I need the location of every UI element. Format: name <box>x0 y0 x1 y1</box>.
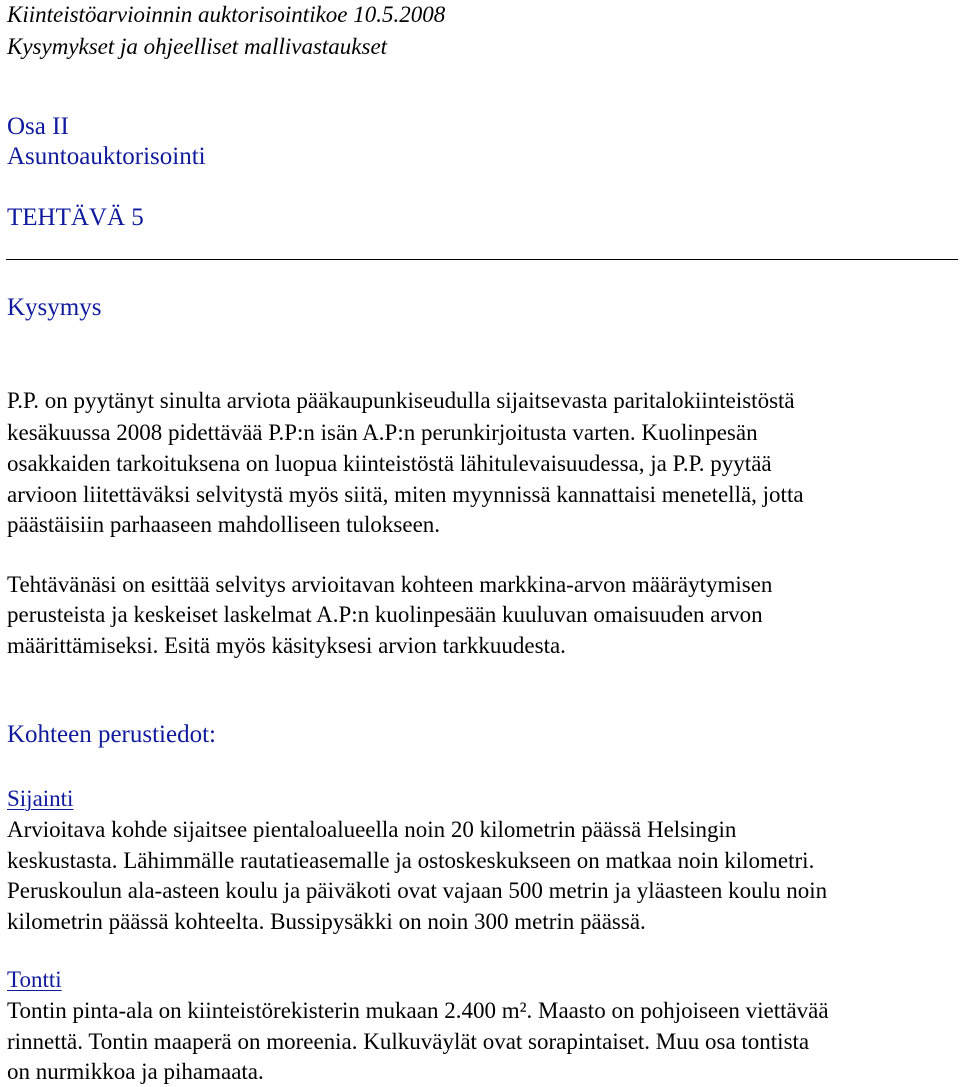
task-title: TEHTÄVÄ 5 <box>7 204 144 231</box>
plot-line: on nurmikkoa ja pihamaata. <box>7 1059 264 1084</box>
header-line-1: Kiinteistöarvioinnin auktorisointikoe 10.5.2008 <box>7 2 446 27</box>
question-para1-line: osakkaiden tarkoituksena on luopua kiinteistöstä lähitulevaisuudessa, ja P.P. pyytää <box>7 451 772 476</box>
location-line: Arvioitava kohde sijaitsee pientaloalueella noin 20 kilometrin päässä Helsingin <box>7 817 737 842</box>
plot-heading: Tontti <box>7 967 62 992</box>
question-heading: Kysymys <box>7 294 102 321</box>
header-line-2: Kysymykset ja ohjeelliset mallivastaukset <box>7 34 388 59</box>
basics-heading: Kohteen perustiedot: <box>7 721 216 748</box>
question-para1-line: kesäkuussa 2008 pidettävää P.P:n isän A.P:n perunkirjoitusta varten. Kuolinpesän <box>7 420 758 445</box>
question-para1-line: arvioon liitettäväksi selvitystä myös siitä, miten myynnissä kannattaisi menetellä, jotta <box>7 482 804 507</box>
question-para1-line: päästäisiin parhaaseen mahdolliseen tulokseen. <box>7 512 441 537</box>
question-para2-line: Tehtävänäsi on esittää selvitys arvioitavan kohteen markkina-arvon määräytymisen <box>7 572 773 597</box>
question-para1-line: P.P. on pyytänyt sinulta arviota pääkaupunkiseudulla sijaitsevasta paritalokiinteistöstä <box>7 388 795 413</box>
location-line: kilometrin päässä kohteelta. Bussipysäkki on noin 300 metrin päässä. <box>7 909 646 934</box>
horizontal-rule <box>6 259 958 260</box>
question-para2-line: määrittämiseksi. Esitä myös käsityksesi arvion tarkkuudesta. <box>7 633 566 658</box>
plot-line: rinnettä. Tontin maaperä on moreenia. Kulkuväylät ovat sorapintaiset. Muu osa tontista <box>7 1029 810 1054</box>
part-number: Osa II <box>7 113 69 140</box>
location-line: Peruskoulun ala-asteen koulu ja päiväkoti ovat vajaan 500 metrin ja yläasteen koulu noin <box>7 878 828 903</box>
question-para2-line: perusteista ja keskeiset laskelmat A.P:n kuolinpesään kuuluvan omaisuuden arvon <box>7 602 763 627</box>
part-name: Asuntoauktorisointi <box>7 143 206 170</box>
location-line: keskustasta. Lähimmälle rautatieasemalle ja ostoskeskukseen on matkaa noin kilometri. <box>7 848 815 873</box>
location-heading: Sijainti <box>7 786 74 811</box>
plot-line: Tontin pinta-ala on kiinteistörekisterin mukaan 2.400 m². Maasto on pohjoiseen viettävää <box>7 998 829 1023</box>
